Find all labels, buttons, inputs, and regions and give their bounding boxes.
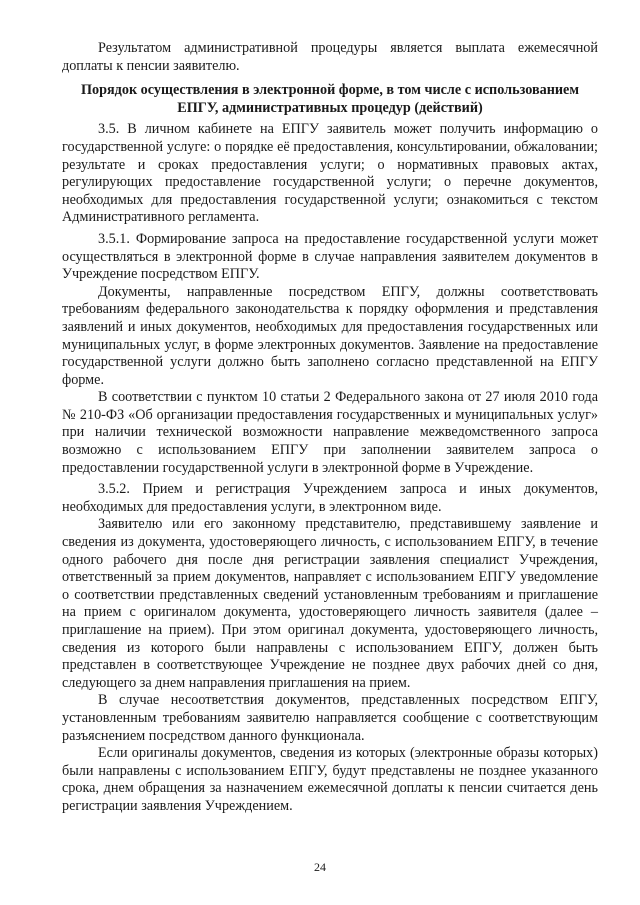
page-number: 24 bbox=[314, 860, 326, 874]
paragraph-documents-requirements: Документы, направленные посредством ЕПГУ, должны соответствовать требованиям федерального законодательства к порядку оформления и представления заявлений и иных документов, необходимых для предоставления государственных или муниципальных услуг, в форме электронных документов. Заявление на предоставление государственной услуги должно быть заполнено согласно представленной на ЕПГУ форме. bbox=[62, 283, 598, 388]
paragraph-nonconformity: В случае несоответствия документов, представленных посредством ЕПГУ, установленным требованиям заявителю направляется сообщение с соответствующим разъяснением посредством данного функционала. bbox=[62, 692, 598, 744]
paragraph-invitation: Заявителю или его законному представителю, представившему заявление и сведения из документа, удостоверяющего личность, с использованием ЕПГУ, в течение одного рабочего дня после дня регистрации заявления специалист Учреждения, ответственный за прием документов, направляет с использованием ЕПГУ уведомление о соответствии представленных сведений установленным требованиям и приглашение на прием с оригиналом документа, удостоверяющего личность заявителя (далее – приглашение на прием). При этом оригинал документа, удостоверяющего личность, сведения из которого были направлены с использованием ЕПГУ, должен быть представлен в соответствующее Учреждение не позднее двух рабочих дней со дня, следующего за днем направления приглашения на прием. bbox=[62, 516, 598, 691]
intro-paragraph: Результатом административной процедуры является выплата ежемесячной доплаты к пенсии заявителю. bbox=[62, 40, 598, 74]
paragraph-3-5-2: 3.5.2. Прием и регистрация Учреждением запроса и иных документов, необходимых для предоставления услуги, в электронном виде. bbox=[62, 481, 598, 515]
paragraph-3-5-1: 3.5.1. Формирование запроса на предоставление государственной услуги может осуществляться в электронной форме в случае направления заявителем документов в Учреждение посредством ЕПГУ. bbox=[62, 230, 598, 283]
paragraph-3-5: 3.5. В личном кабинете на ЕПГУ заявитель может получить информацию о государственной услуге: о порядке её предоставления, консультировании, обжаловании; результате и сроках предоставления услуги; о нормативных правовых актах, регулирующих предоставление государственной услуги; о перечне документов, необходимых для предоставления государственной услуги; ознакомиться с текстом Административного регламента. bbox=[62, 121, 598, 226]
paragraph-originals: Если оригиналы документов, сведения из которых (электронные образы которых) были направлены с использованием ЕПГУ, будут представлены не позднее указанного срока, днем обращения за назначением ежемесячной доплаты к пенсии считается день регистрации заявления Учреждением. bbox=[62, 745, 598, 814]
section-heading: Порядок осуществления в электронной форме, в том числе с использованием ЕПГУ, административных процедур (действий) bbox=[80, 82, 580, 116]
paragraph-federal-law: В соответствии с пунктом 10 статьи 2 Федерального закона от 27 июля 2010 года № 210-ФЗ «Об организации предоставления государственных и муниципальных услуг» при наличии технической возможности направление межведомственного запроса возможно с использованием ЕПГУ при заполнении заявителем запроса о предоставлении государственной услуги в электронной форме в Учреждение. bbox=[62, 389, 598, 476]
